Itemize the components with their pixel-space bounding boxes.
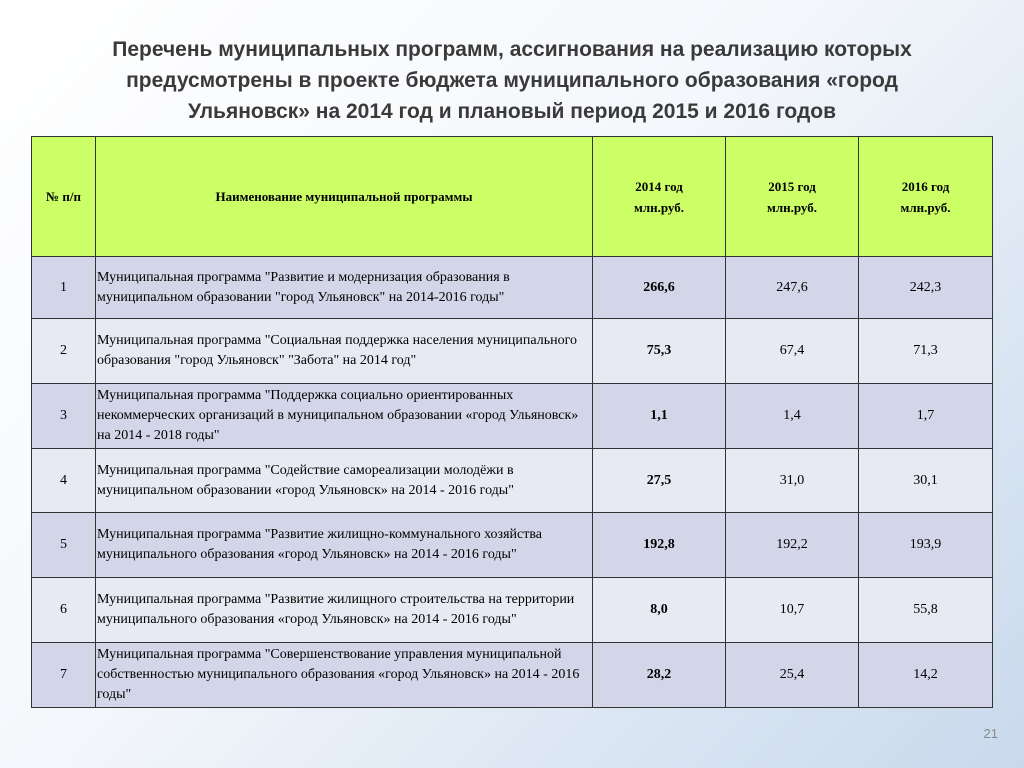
row-value-2014 <box>593 384 726 449</box>
row-num: 7 <box>32 643 96 708</box>
row-program-name: Муниципальная программа "Содействие самореализации молодёжи в муниципальном образовании «город Ульяновск» на 2014 - 2016 годы" <box>96 449 593 513</box>
value-2014: 27,5 <box>646 472 672 488</box>
row-num: 1 <box>32 257 96 319</box>
row-program-name: Муниципальная программа "Развитие жилищного строительства на территории муниципального образования «город Ульяновск» на 2014 - 2016 годы" <box>96 578 593 643</box>
row-value-2015: 247,6 <box>726 257 859 319</box>
header-2016-year: 2016 год <box>901 178 950 194</box>
table-row <box>32 257 993 319</box>
row-value-2015: 1,4 <box>726 384 859 449</box>
title-line-2: предусмотрены в проекте бюджета муниципального образования «город <box>126 69 898 92</box>
row-value-2015: 10,7 <box>726 578 859 643</box>
header-2016 <box>859 137 993 257</box>
page-number: 21 <box>983 726 998 741</box>
row-value-2014 <box>593 257 726 319</box>
row-program-name: Муниципальная программа "Социальная поддержка населения муниципального образования "город Ульяновск" "Забота" на 2014 год" <box>96 319 593 384</box>
row-value-2016: 14,2 <box>859 643 993 708</box>
table-row <box>32 513 993 578</box>
row-value-2016: 30,1 <box>859 449 993 513</box>
row-value-2015: 192,2 <box>726 513 859 578</box>
table-header-row <box>32 137 993 257</box>
header-2014 <box>593 137 726 257</box>
value-2014: 192,8 <box>643 537 675 552</box>
header-2015-unit: млн.руб. <box>766 199 818 215</box>
table-row <box>32 643 993 708</box>
value-2014: 28,2 <box>646 667 672 682</box>
table-row <box>32 384 993 449</box>
value-2014: 8,0 <box>650 602 668 617</box>
row-num: 4 <box>32 449 96 513</box>
programs-table <box>31 136 993 708</box>
row-value-2015: 25,4 <box>726 643 859 708</box>
row-value-2014 <box>593 449 726 513</box>
row-value-2014 <box>593 578 726 643</box>
header-num: № п/п <box>32 137 96 257</box>
row-program-name: Муниципальная программа "Развитие и модернизация образования в муниципальном образовании "город Ульяновск" на 2014-2016 годы" <box>96 257 593 319</box>
row-value-2016: 55,8 <box>859 578 993 643</box>
table-row <box>32 449 993 513</box>
row-value-2016: 71,3 <box>859 319 993 384</box>
value-2014: 266,6 <box>643 279 675 295</box>
table-row <box>32 319 993 384</box>
header-name: Наименование муниципальной программы <box>96 137 593 257</box>
row-num: 6 <box>32 578 96 643</box>
row-num: 2 <box>32 319 96 384</box>
value-2014: 75,3 <box>646 343 672 358</box>
row-value-2014 <box>593 513 726 578</box>
title-line-1: Перечень муниципальных программ, ассигнования на реализацию которых <box>112 38 912 61</box>
title-line-3: Ульяновск» на 2014 год и плановый период 2015 и 2016 годов <box>187 100 837 123</box>
row-value-2015: 31,0 <box>726 449 859 513</box>
row-value-2014 <box>593 319 726 384</box>
table-row <box>32 578 993 643</box>
header-2015-year: 2015 год <box>768 178 816 194</box>
row-program-name: Муниципальная программа "Развитие жилищно-коммунального хозяйства муниципального образования «город Ульяновск» на 2014 - 2016 годы" <box>96 513 593 578</box>
row-program-name: Муниципальная программа "Совершенствование управления муниципальной собственностью муниципального образования «город Ульяновск» на 2014 - 2016 годы" <box>96 643 593 708</box>
row-value-2016: 1,7 <box>859 384 993 449</box>
header-2014-year: 2014 год <box>635 178 683 194</box>
page-title <box>40 34 984 127</box>
row-value-2014 <box>593 643 726 708</box>
row-num: 3 <box>32 384 96 449</box>
row-value-2016: 242,3 <box>859 257 993 319</box>
header-2016-unit: млн.руб. <box>900 199 951 215</box>
header-2014-unit: млн.руб. <box>633 199 685 215</box>
value-2014: 1,1 <box>650 408 668 423</box>
row-value-2015: 67,4 <box>726 319 859 384</box>
row-num: 5 <box>32 513 96 578</box>
header-2015 <box>726 137 859 257</box>
row-value-2016: 193,9 <box>859 513 993 578</box>
row-program-name: Муниципальная программа "Поддержка социально ориентированных некоммерческих организаций в муниципальном образовании «город Ульяновск» на 2014 - 2018 годы" <box>96 384 593 449</box>
